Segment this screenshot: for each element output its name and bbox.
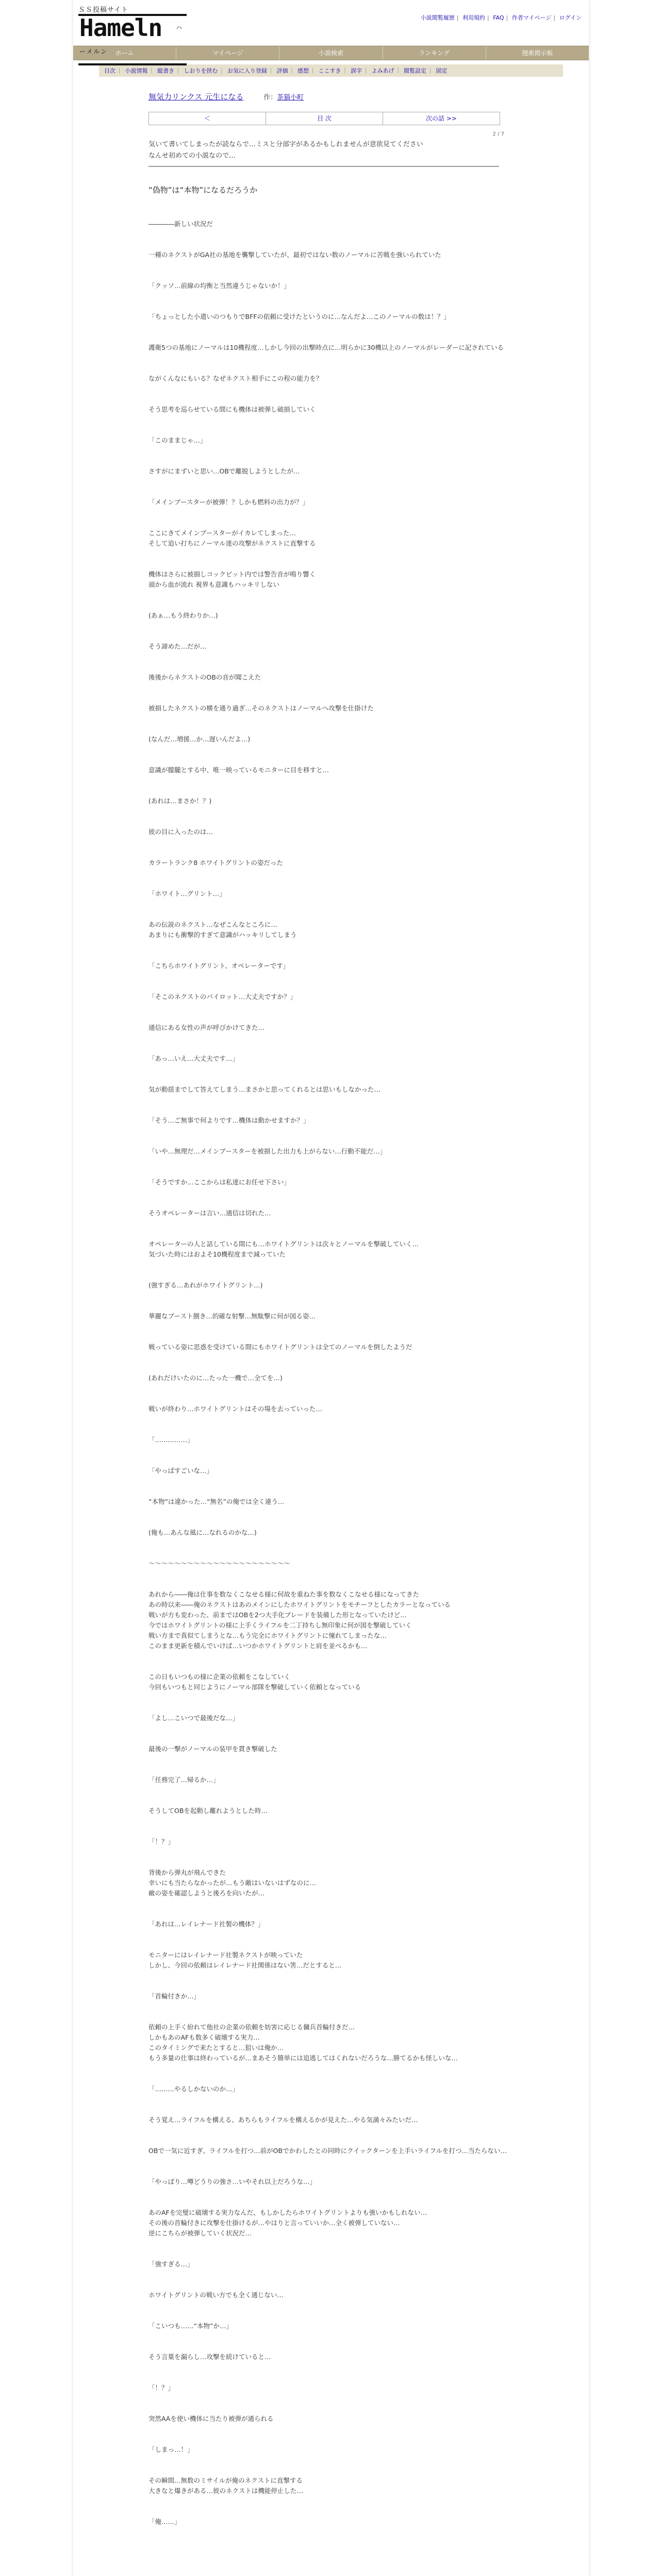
page-count: 2 / 7 (492, 131, 504, 137)
gnav-home[interactable]: ホーム (73, 46, 176, 60)
body-paragraph: 「！？」 (148, 2384, 175, 2392)
body-paragraph: そう思考を巡らせている間にも機体は被弾し破損していく (148, 405, 316, 413)
body-paragraph: カラートランク8 ホワイトグリントの姿だった (148, 859, 284, 867)
body-paragraph: 戦っている姿に思惑を受けている間にもホワイトグリントは全てのノーマルを倒したようだ (148, 1343, 412, 1351)
body-paragraph: (強すぎる…あれがホワイトグリント…) (148, 1281, 263, 1289)
body-paragraph: 「首輪付きか…」 (148, 1992, 201, 2000)
body-paragraph: 一種のネクストがGA社の基地を襲撃していたが、最初ではない数のノーマルに苦戦を強いられていた (148, 251, 441, 259)
body-paragraph: 「しまっ…！」 (148, 2446, 194, 2453)
preface (148, 139, 499, 167)
gnav-ranking[interactable]: ランキング (383, 46, 486, 60)
toc-button[interactable]: 目 次 (266, 112, 383, 125)
gnav-mypage[interactable]: マイページ (176, 46, 279, 60)
subnav-pin[interactable]: 固定 (436, 67, 448, 74)
novel-subnav: 目次 ｜ 小説情報 ｜ 縦書き ｜ しおりを挟む ｜ お気に入り登録 ｜ 評価 ｜ 感想 ｜ ここすき ｜ 誤字 ｜ よみあげ ｜ 閲覧設定 ｜ 固定 (99, 64, 563, 77)
body-paragraph: 「このままじゃ…」 (148, 436, 207, 444)
body-paragraph: そう諦めた…だが… (148, 642, 207, 650)
chapter-nav (148, 112, 500, 125)
link-faq[interactable]: FAQ (493, 14, 504, 21)
body-paragraph: 背後から弾丸が飛んできた 幸いにも当たらなかったが…もう敵はいないはずなのに… 敵の姿を確認しようと後ろを向いたが… (148, 1869, 317, 1897)
body-paragraph: 意識が朦朧とする中、唯一映っているモニターに目を移すと… (148, 766, 329, 774)
link-history[interactable]: 小説閲覧履歴 (420, 14, 455, 21)
body-paragraph: あの伝説のネクスト…なぜこんなところに… あまりにも衝撃的すぎて意識がハッキリしてしまう (148, 921, 297, 939)
body-paragraph: 後後からネクストのOBの音が聞こえた (148, 673, 261, 681)
body-paragraph: 突然AAを使い機体に当たり被弾が通られる (148, 2415, 274, 2422)
body-paragraph: 彼の目に入ったのは… (148, 828, 213, 836)
body-paragraph: この日もいつもの様に企業の依頼をこなしていく 今回もいつもと同じようにノーマル部隊を撃破していく依頼となっている (148, 1673, 361, 1691)
body-paragraph: 「そうですか…ここからは私達にお任せ下さい」 (148, 1178, 291, 1186)
logo-subtext: ハーメルン (79, 24, 183, 55)
link-author-page[interactable]: 作者マイページ (511, 14, 552, 21)
preface-line: なんせ初めての小説なので… (148, 152, 236, 160)
subnav-read-aloud[interactable]: よみあげ (371, 67, 394, 74)
body-paragraph: 機体はさらに被損しコックピット内では警告音が鳴り響く 頭から血が流れ 視界も意識もハッキリしない (148, 570, 316, 588)
body-paragraph: ～～～～～～～～～～～～～～～～～～～～～～ (148, 1560, 291, 1567)
body-paragraph: OBで一気に近すぎ、ライフルを打つ…前がOBでかわしたとの同時にクイックターンを上手いライフルを打つ…当たらない… (148, 2147, 507, 2155)
logo-text: Hameln (79, 14, 162, 42)
body-paragraph: (あれだけいたのに…たった一機で…全てを…) (148, 1374, 283, 1382)
link-terms[interactable]: 利用規約 (462, 14, 486, 21)
body-paragraph: 被損したネクストの横を通り過ぎ…そのネクストはノーマルへ攻撃を仕掛けた (148, 704, 374, 712)
body-paragraph: 「ホワイト…グリント…」 (148, 890, 226, 897)
body-paragraph: (なんだ…増援…か…遅いんだよ…) (148, 735, 251, 743)
body-paragraph: ここにきてメインブースターがイカレてしまった… そして追い打ちにノーマル達の攻撃がネクストに直撃する (148, 529, 316, 547)
subnav-favorite[interactable]: お気に入り登録 (227, 67, 267, 74)
author-label: 作： (263, 94, 277, 101)
body-paragraph: 「やっぱすごいな…」 (148, 1467, 213, 1475)
subnav-info[interactable]: 小説情報 (125, 67, 148, 74)
body-paragraph: ながくんなにもいる？なぜネクスト相手にこの程の能力を？ (148, 375, 323, 382)
body-paragraph: オペレーターの人と話している間にも…ホワイトグリントは次々とノーマルを撃破していく… 気づいた時にはおよそ10機程度まで減っていた (148, 1240, 419, 1258)
body-paragraph: 「そう…ご無事で何よりです…機体は動かせますか？」 (148, 1116, 310, 1124)
subnav-vertical[interactable]: 縦書き (157, 67, 174, 74)
body-paragraph: 最後の一撃がノーマルの装甲を貫き撃破した (148, 1745, 277, 1753)
prev-chapter-button[interactable]: ＜ (149, 112, 266, 125)
body-paragraph: 「こちらホワイトグリント、オペレーターです」 (148, 962, 290, 970)
author-link[interactable]: 茶猫小町 (277, 94, 304, 101)
novel-titlebar (148, 91, 514, 106)
body-paragraph: 「任務完了…帰るか…」 (148, 1776, 220, 1784)
header-links: 小説閲覧履歴 | 利用規約 | FAQ | 作者マイページ | ログイン (420, 14, 582, 21)
body-paragraph: 「あれは…レイレナード社製の機体？」 (148, 1920, 264, 1928)
chapter-body (148, 219, 509, 2527)
chapter-title: “偽物”は“本物”になるだろうか (148, 185, 258, 195)
body-paragraph: (あぁ…もう終わりか…) (148, 612, 218, 619)
body-paragraph: そうしてOBを起動し離れようとした時… (148, 1807, 268, 1815)
body-paragraph: そう覚え…ライフルを構える、あちらもライフルを構えるかが見えた…やる気満々みたいだ… (148, 2116, 418, 2124)
body-paragraph: ホワイトグリントの戦い方でも全く通じない… (148, 2291, 284, 2299)
subnav-bookmark[interactable]: しおりを挟む (184, 67, 218, 74)
body-paragraph: 「！？」 (148, 1838, 175, 1845)
body-paragraph: 華麗なブースト捌き…的確な射撃…無駄撃に何が図る姿… (148, 1312, 316, 1320)
body-paragraph: 「クッソ…前線の均衡と当然違うじゃないか！」 (148, 282, 291, 290)
logo-tagline: ＳＳ投稿サイト (78, 6, 129, 14)
link-login[interactable]: ログイン (559, 14, 582, 21)
body-paragraph: 戦いが終わり…ホワイトグリントはその場を去っていった… (148, 1405, 322, 1413)
gnav-board[interactable]: 捜索掲示板 (522, 49, 553, 57)
body-paragraph: (俺も…あんな風に…なれるのかな…) (148, 1529, 257, 1536)
next-chapter-button[interactable]: 次の話 >> (426, 115, 457, 122)
subnav-typo[interactable]: 誤字 (351, 67, 362, 74)
subnav-like[interactable]: ここすき (318, 67, 341, 74)
body-paragraph: 気が動揺までして答えてしまう…まさかと思ってくれるとは思いもしなかった… (148, 1086, 381, 1093)
page (73, 0, 589, 2576)
main-content (148, 91, 514, 2527)
body-paragraph: その瞬間…無数のミサイルが俺のネクストに直撃する 大きなと爆きがある…彼のネクストは機能停止した… (148, 2477, 303, 2495)
body-paragraph: 「あっ…いえ…大丈夫です…」 (148, 1055, 239, 1062)
body-paragraph: そう言葉を漏らし…攻撃を続けていると… (148, 2353, 271, 2361)
subnav-reviews[interactable]: 感想 (297, 67, 309, 74)
body-paragraph: 「………やるしかないのか…」 (148, 2085, 239, 2093)
body-paragraph: ――――新しい状況だ (148, 220, 213, 228)
novel-title-link[interactable]: 無気力リンクス 元生になる (148, 92, 244, 101)
body-paragraph: 「ちょっとした小遣いのつもりでBFFの依頼に受けたというのに…なんだよ…このノーマルの数は！？」 (148, 313, 451, 320)
body-paragraph: 「こいつも……“本物”か…」 (148, 2322, 233, 2330)
body-paragraph: 「やっぱり…噂どうりの強さ…いやそれ以上だろうな…」 (148, 2178, 317, 2185)
body-paragraph: 「そこのネクストのパイロット…大丈夫ですか？」 (148, 993, 297, 1001)
body-paragraph: さすがにまずいと思い…OBで離脱しようとしたが… (148, 467, 300, 475)
body-paragraph: あのAFを完璧に破壊する実力なんだ、もしかしたらホワイトグリントよりも強いかもしれない… その後の首輪付きに攻撃を仕掛けるが…やはりと言っていいか…全く被弾していない… 逆にこちらが被弾していく状況だ… (148, 2209, 427, 2237)
body-paragraph: 通信にある女性の声が呼びかけてきた… (148, 1024, 265, 1031)
subnav-toc[interactable]: 目次 (104, 67, 115, 74)
subnav-rating[interactable]: 評価 (276, 67, 288, 74)
body-paragraph: 護衛5つの基地にノーマルは10機程度…しかし今回の出撃時点に…明らかに30機以上のノーマルがレーダーに記されている (148, 344, 504, 351)
preface-line: 気いて書いてしまったが読ならで…ミスと分部字があるかもしれませんが意欲見てください (148, 141, 423, 148)
body-paragraph: モニターにはレイレナード社製ネクストが映っていた しかし、今回の依頼はレイレナード社関係はない筈…だとすると… (148, 1951, 342, 1969)
body-paragraph: 「俺……」 (148, 2518, 181, 2526)
body-paragraph: 依頼の上手く紛れて他社の企業の依頼を妨害に応じる傭兵首輪付きだ… しかもあのAFも数多く破壊する実力… このタイミングで来たとすると…狙いは俺か… もう多量の仕事は終わっているが…まあそう簡単には追逃してはくれないだろうな…勝てるかも怪しいな… (148, 2023, 458, 2062)
body-paragraph: 「メインブースターが被弾！？しかも燃料の出力が？」 (148, 498, 309, 506)
body-paragraph: “本物”は違かった…“無名”の俺では全く違う… (148, 1498, 285, 1505)
subnav-settings[interactable]: 閲覧設定 (404, 67, 426, 74)
gnav-search[interactable]: 小説検索 (279, 46, 383, 60)
logo-wordmark (78, 14, 187, 65)
body-paragraph: 「……………」 (148, 1436, 194, 1444)
body-paragraph: 「よし…こいつで最後だな…」 (148, 1714, 239, 1722)
body-paragraph: そうオペレーターは言い…通信は切れた… (148, 1209, 271, 1217)
body-paragraph: あれから――俺は仕事を数なくこなせる様に何故を重ねた事を数なくこなせる様になってきた あの時以来――俺のネクストはあのメインにしたホワイトグリントをモチーフとしたカラーとなっている 戦いが方も変わった、前まではOBを2つ大手化ブレードを装備した形となっていたけど… 今ではホワイトグリントの様に上手くライフルを二丁持ちし無印象に何が図を撃破していく 戦い方まで真似てしまうとな…もう完全にホワイトグリントに憧れてしまったな… このまま更新を積んでいけば…いつかホワイトグリントと肩を並べるかも… (148, 1590, 451, 1650)
body-paragraph: 「いや…無理だ…メインブースターを被損した出力も上がらない…行動不能だ…」 (148, 1147, 387, 1155)
body-paragraph: (あれは…まさか！？) (148, 797, 212, 805)
body-paragraph: 「強すぎる…」 (148, 2260, 194, 2268)
